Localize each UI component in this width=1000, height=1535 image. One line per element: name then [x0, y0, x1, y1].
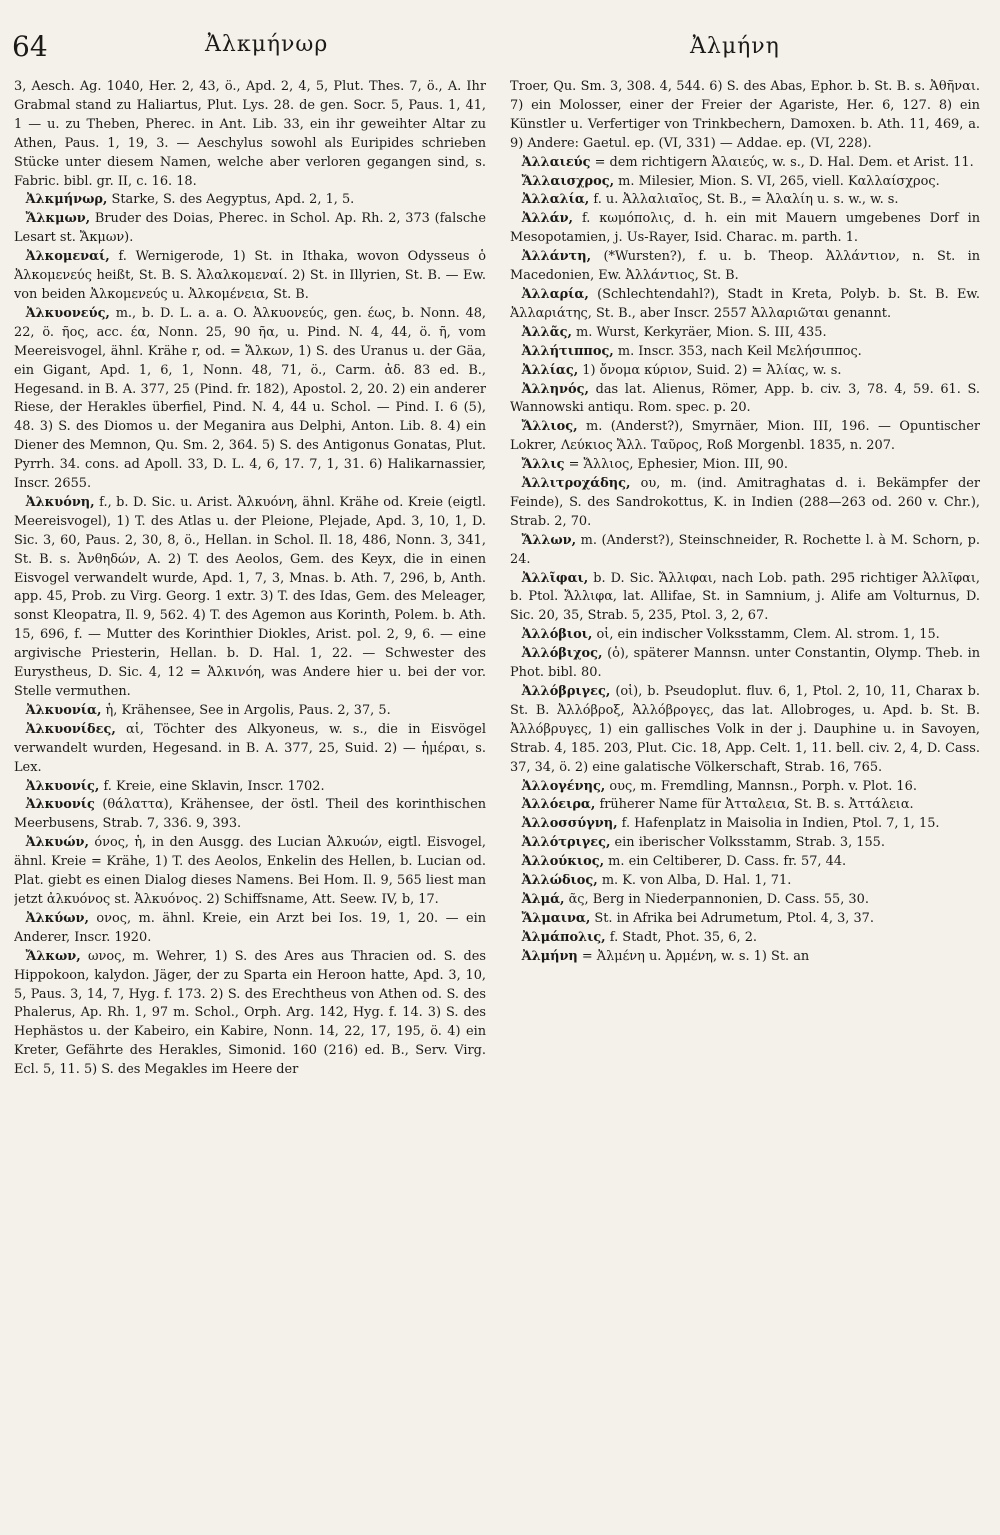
entry-headword: Ἀλκυονίς,	[25, 778, 100, 794]
dictionary-entry	[510, 834, 980, 853]
dictionary-entry	[14, 834, 486, 910]
entry-text: m. ein Celtiberer, D. Cass. fr. 57, 44.	[604, 854, 847, 870]
entry-text: b. D. Sic. Ἄλλιφαι, nach Lob. path. 295 richtiger Ἀλλῖφαι, b. Ptol. Ἄλλιφα, lat. Allifae, St. in Samnium, j. Alife am Volturnus, D. Sic. 20, 35, Strab. 5, 235, Ptol. 3, 2, 67.	[510, 570, 980, 624]
dictionary-entry	[14, 721, 486, 778]
dictionary-entry	[510, 626, 980, 645]
dictionary-entry	[510, 532, 980, 570]
entry-headword: Ἀλλότριγες,	[521, 835, 611, 851]
entry-text: ονος, m. ähnl. Kreie, ein Arzt bei Ios. 19, 1, 20. — ein Anderer, Inscr. 1920.	[14, 910, 486, 945]
entry-text: αἱ, Töchter des Alkyoneus, w. s., die in Eisvögel verwandelt wurden, Hegesand. in B. A. 377, 25, Suid. 2) — ἡμέραι, s. Lex.	[14, 721, 486, 775]
entry-text: 1) ὄνομα κύριον, Suid. 2) = Ἀλίας, w. s.	[578, 362, 842, 378]
left-column	[14, 78, 486, 1523]
entry-headword: Ἀλκύων,	[25, 910, 89, 926]
entry-headword: Ἀλκυών,	[25, 835, 89, 851]
dictionary-entry	[510, 929, 980, 948]
entry-text: (*Wursten?), f. u. b. Theop. Ἀλλάντιον, n. St. in Macedonien, Ew. Ἀλλάντιος, St. B.	[510, 249, 980, 284]
entry-headword: Ἀλμά,	[521, 891, 565, 907]
entry-text: früherer Name für Ἀτταλεια, St. B. s. Ἀττάλεια.	[595, 797, 914, 813]
dictionary-entry	[14, 702, 486, 721]
entry-headword: Ἀλλόβριγες,	[521, 684, 611, 699]
entry-text: (Schlechtendahl?), Stadt in Kreta, Polyb. b. St. B. Ew. Ἀλλαριάτης, St. B., aber Inscr. 2557 Ἀλλαριῶται genannt.	[510, 286, 980, 321]
entry-text: Troer, Qu. Sm. 3, 308. 4, 544. 6) S. des Abas, Ephor. b. St. B. s. Ἀθῆναι. 7) ein Molosser, einer der Freier der Agariste, Her. 6, 127. 8) ein Künstler u. Verfertiger von Trinkbechern, Damoxen. b. Ath. 11, 469, a. 9) Andere: Gaetul. ep. (VI, 331) — Addae. ep. (VI, 228).	[510, 79, 980, 151]
entry-headword: Ἀλκυονία,	[25, 702, 102, 718]
dictionary-entry	[14, 778, 486, 797]
entry-text: St. in Afrika bei Adrumetum, Ptol. 4, 3, 37.	[590, 910, 874, 926]
entry-headword: Ἀλλοσσύγνη,	[521, 816, 618, 832]
dictionary-entry	[510, 456, 980, 475]
right-running-head: Ἀλμήνη	[690, 34, 780, 59]
entry-headword: Ἀλλογένης,	[521, 778, 606, 794]
entry-headword: Ἀλλαιεύς	[521, 154, 591, 170]
entry-text: ου, m. (ind. Amitraghatas d. i. Bekämpfer der Feinde), S. des Sandrokottus, K. in Indien (288—263 od. 260 v. Chr.), Strab. 2, 70.	[510, 476, 980, 529]
entry-headword: Ἀλλώδιος,	[521, 873, 598, 889]
entry-headword: Ἀλλάντη,	[521, 249, 592, 265]
entry-text: (ὁ), späterer Mannsn. unter Constantin, Olymp. Theb. in Phot. bibl. 80.	[510, 646, 980, 681]
entry-headword: Ἀλλαλία,	[521, 192, 590, 208]
dictionary-entry	[510, 778, 980, 797]
dictionary-entry	[510, 475, 980, 532]
dictionary-entry	[14, 305, 486, 494]
entry-headword: Ἀλλόβιχος,	[521, 646, 603, 662]
entry-headword: Ἄλμαινα,	[521, 910, 591, 926]
entry-text: 3, Aesch. Ag. 1040, Her. 2, 43, ö., Apd. 2, 4, 5, Plut. Thes. 7, ö., A. Ihr Grabmal stand zu Haliartus, Plut. Lys. 28. de gen. Socr. 5, Paus. 1, 41, 1 — u. zu Theben, Pherec. in Ant. Lib. 33, ein ihr geweihter Altar zu Athen, Paus. 1, 19, 3. — Aeschylus sowohl als Euripides schrieben Stücke unter diesem Namen, welche aber verloren gegangen sind, s. Fabric. bibl. gr. II, c. 16. 18.	[14, 79, 486, 189]
entry-text: m. Milesier, Mion. S. VI, 265, viell. Καλλαίσχρος.	[614, 173, 940, 189]
entry-headword: Ἄλκων,	[25, 948, 81, 964]
entry-headword: Ἀλλᾶς,	[521, 324, 572, 340]
entry-headword: Ἀλλίας,	[521, 362, 579, 378]
dictionary-entry	[510, 78, 980, 154]
entry-text: f. Wernigerode, 1) St. in Ithaka, wovon Odysseus ὁ Ἀλκομενεύς heißt, St. B. S. Ἀλαλκομεναί. 2) St. in Illyrien, St. B. — Ew. von beiden Ἀλκομενεύς u. Ἀλκομένεια, St. B.	[14, 249, 486, 302]
entry-headword: Ἀλλιτροχάδης,	[521, 476, 631, 492]
dictionary-entry	[510, 362, 980, 381]
entry-headword: Ἀλλαρία,	[521, 286, 589, 302]
dictionary-entry	[510, 891, 980, 910]
entry-headword: Ἄλλιος,	[521, 419, 578, 435]
dictionary-entry	[14, 191, 486, 210]
dictionary-entry	[510, 418, 980, 456]
entry-headword: Ἄλλις	[521, 457, 565, 473]
entry-text: f. Kreie, eine Sklavin, Inscr. 1702.	[99, 778, 325, 794]
entry-text: m. (Anderst?), Steinschneider, R. Rochette l. à M. Schorn, p. 24.	[510, 532, 980, 567]
entry-headword: Ἀλλῖφαι,	[521, 570, 589, 586]
entry-headword: Ἄλκμων,	[25, 211, 91, 227]
entry-text: Bruder des Doias, Pherec. in Schol. Ap. Rh. 2, 373 (falsche Lesart st. Ἄκμων).	[14, 211, 486, 246]
entry-text: m., b. D. L. a. a. O. Ἀλκυονεύς, gen. έως, b. Nonn. 48, 22, ö. ῆος, acc. έα, Nonn. 25, 90 ῆα, u. Pind. N. 4, 44, ö. ῆ, vom Meereisvogel, ähnl. Krähe r, od. = Ἄλκων, 1) S. des Uranus u. der Gäa, ein Gigant, Apd. 1, 6, 1, Nonn. 48, 71, ö., Carm. ἀδ. 83 ed. B., Hegesand. in B. A. 377, 25 (Pind. fr. 182), Apostol. 2, 20. 2) ein anderer Riese, der Herakles überfiel, Pind. N. 4, 44 u. Schol. — Pind. I. 6 (5), 48. 3) S. des Diomos u. der Meganira aus Delphi, Anton. Lib. 8. 4) ein Diener des Memnon, Qu. Sm. 2, 364. 5) S. des Antigonus Gonatas, Plut. Pyrrh. 34. cons. ad Apoll. 33, D. L. 4, 6, 17. 7, 1, 31. 6) Halikarnassier, Inscr. 2655.	[14, 305, 486, 492]
entry-text: Starke, S. des Aegyptus, Apd. 2, 1, 5.	[107, 192, 355, 208]
entry-text: m. Inscr. 353, nach Keil Μελήσιππος.	[613, 343, 862, 359]
entry-headword: Ἀλμάπολις,	[521, 929, 606, 945]
entry-text: m. K. von Alba, D. Hal. 1, 71.	[597, 873, 792, 889]
entry-headword: Ἀλλάν,	[521, 211, 574, 227]
dictionary-entry	[14, 796, 486, 834]
dictionary-entry	[14, 78, 486, 191]
entry-headword: Ἀλκυονίδες,	[25, 721, 116, 737]
entry-text: ωνος, m. Wehrer, 1) S. des Ares aus Thracien od. S. des Hippokoon, kalydon. Jäger, der zu Sparta ein Heroon hatte, Apd. 3, 10, 5, Paus. 3, 14, 7, Hyg. f. 173. 2) S. des Erechtheus von Athen od. S. des Phalerus, Ap. Rh. 1, 97 m. Schol., Orph. Arg. 142, Hyg. f. 14. 3) S. des Hephästos u. der Kabeiro, ein Kabire, Nonn. 14, 22, 17, 195, ö. 4) ein Kreter, Gefährte des Herakles, Simonid. 160 (216) ed. B., Serv. Virg. Ecl. 5, 11. 5) S. des Megakles im Heere der	[14, 948, 486, 1078]
dictionary-entry	[510, 948, 980, 967]
entry-headword: Ἀλκυονίς	[25, 797, 95, 813]
entry-headword: Ἀλλούκιος,	[521, 854, 605, 870]
entry-text: f. Stadt, Phot. 35, 6, 2.	[605, 929, 757, 945]
dictionary-entry	[510, 173, 980, 192]
entry-text: = dem richtigern Ἀλαιεύς, w. s., D. Hal. Dem. et Arist. 11.	[590, 154, 974, 170]
entry-text: m. (Anderst?), Smyrnäer, Mion. III, 196. — Opuntischer Lokrer, Λεύκιος Ἄλλ. Ταῦρος, Roß Morgenbl. 1835, n. 207.	[510, 419, 980, 454]
entry-text: = Ἄλλιος, Ephesier, Mion. III, 90.	[564, 457, 788, 473]
dictionary-entry	[510, 154, 980, 173]
dictionary-entry	[510, 210, 980, 248]
entry-headword: Ἄλλαισχρος,	[521, 173, 615, 189]
entry-text: m. Wurst, Kerkyräer, Mion. S. III, 435.	[571, 324, 827, 340]
entry-headword: Ἀλκμήνωρ,	[25, 192, 108, 208]
dictionary-entry	[510, 286, 980, 324]
dictionary-entry	[510, 683, 980, 778]
entry-text: ᾶς, Berg in Niederpannonien, D. Cass. 55, 30.	[564, 891, 869, 907]
right-column	[510, 78, 980, 1523]
entry-text: f., b. D. Sic. u. Arist. Ἀλκυόνη, ähnl. Krähe od. Kreie (eigtl. Meereisvogel), 1) T. des Atlas u. der Pleione, Plejade, Apd. 3, 10, 1, D. Sic. 3, 60, Paus. 2, 30, 8, ö., Hellan. in Schol. Il. 18, 486, Nonn. 3, 341, St. B. s. Ἀνθηδών, A. 2) T. des Aeolos, Gem. des Keyx, die in einen Eisvogel verwandelt wurde, Apd. 1, 7, 3, Mnas. b. Ath. 7, 296, b, Anth. app. 45, Prob. zu Virg. Georg. 1 extr. 3) T. des Idas, Gem. des Meleager, sonst Kleopatra, Il. 9, 562. 4) T. des Agemon aus Korinth, Polem. b. Ath. 15, 696, f. — Mutter des Korinthier Diokles, Arist. pol. 2, 9, 6. — eine argivische Priesterin, Hellan. b. D. Hal. 1, 22. — Schwester des Eurystheus, D. Sic. 4, 12 = Ἀλκινόη, was Andere hier u. bei der vor. Stelle vermuthen.	[14, 494, 486, 699]
entry-text: f. κωμόπολις, d. h. ein mit Mauern umgebenes Dorf in Mesopotamien, j. Us-Rayer, Isid. Charac. m. parth. 1.	[510, 211, 980, 246]
entry-headword: Ἀλκυόνη,	[25, 494, 95, 510]
dictionary-entry	[510, 796, 980, 815]
left-running-head: Ἀλκμήνωρ	[205, 32, 329, 57]
dictionary-entry	[510, 191, 980, 210]
entry-text: = Ἀλμένη u. Ἀρμένη, w. s. 1) St. an	[577, 948, 810, 964]
dictionary-entry	[510, 381, 980, 419]
entry-text: οἱ, ein indischer Volksstamm, Clem. Al. strom. 1, 15.	[592, 627, 940, 643]
entry-headword: Ἀλκυονεύς,	[25, 305, 110, 321]
entry-text: ein iberischer Volksstamm, Strab. 3, 155.	[610, 835, 885, 851]
dictionary-entry	[510, 645, 980, 683]
dictionary-entry	[14, 494, 486, 702]
dictionary-entry	[510, 570, 980, 627]
page-header	[0, 22, 1000, 72]
page-number: 64	[12, 30, 48, 63]
dictionary-entry	[510, 248, 980, 286]
entry-text: (θάλαττα), Krähensee, der östl. Theil des korinthischen Meerbusens, Strab. 7, 336. 9, 393.	[14, 797, 486, 832]
entry-text: (οἱ), b. Pseudoplut. fluv. 6, 1, Ptol. 2, 10, 11, Charax b. St. B. Ἀλλόβροξ, Ἀλλόβρογες, das lat. Allobroges, u. Apd. b. St. B. Ἀλλόβρυγες, 1) ein gallisches Volk in der j. Dauphine u. in Savoyen, Strab. 4, 185. 203, Plut. Cic. 18, App. Celt. 1, 11. bell. civ. 2, 4, D. Cass. 37, 34, ö. 2) eine galatische Völkerschaft, Strab. 16, 765.	[510, 684, 980, 775]
entry-headword: Ἄλλων,	[521, 532, 577, 548]
entry-text: f. Hafenplatz in Maisolia in Indien, Ptol. 7, 1, 15.	[617, 816, 940, 832]
entry-headword: Ἀλκομεναί,	[25, 249, 110, 265]
entry-text: ους, m. Fremdling, Mannsn., Porph. v. Plot. 16.	[605, 778, 917, 794]
entry-text: ἡ, Krähensee, See in Argolis, Paus. 2, 37, 5.	[101, 702, 391, 718]
dictionary-entry	[510, 324, 980, 343]
entry-headword: Ἀλλόβιοι,	[521, 627, 593, 643]
entry-text: das lat. Alienus, Römer, App. b. civ. 3, 78. 4, 59. 61. S. Wannowski antiqu. Rom. spec. p. 20.	[510, 381, 980, 416]
entry-text: f. u. Ἀλλαλιαῖος, St. B., = Ἀλαλίη u. s. w., w. s.	[589, 192, 899, 208]
dictionary-entry	[510, 872, 980, 891]
dictionary-entry	[510, 910, 980, 929]
dictionary-entry	[510, 853, 980, 872]
entry-headword: Ἀλμήνη	[521, 948, 578, 964]
dictionary-entry	[510, 343, 980, 362]
entry-text: όνος, ἡ, in den Ausgg. des Lucian Ἀλκυών, eigtl. Eisvogel, ähnl. Kreie = Krähe, 1) T. des Aeolos, Enkelin des Hellen, b. Lucian od. Plat. giebt es einen Dialog dieses Namens. Bei Hom. Il. 9, 565 liest man jetzt ἀλκυόνος st. Ἀλκυόνος. 2) Schiffsname, Att. Seew. IV, b, 17.	[14, 835, 486, 907]
dictionary-entry	[14, 948, 486, 1080]
entry-headword: Ἀλλήτιππος,	[521, 343, 614, 359]
dictionary-entry	[14, 910, 486, 948]
entry-headword: Ἀλληνός,	[521, 381, 589, 397]
entry-headword: Ἀλλόειρα,	[521, 797, 596, 813]
dictionary-entry	[14, 210, 486, 248]
dictionary-entry	[14, 248, 486, 305]
dictionary-entry	[510, 815, 980, 834]
